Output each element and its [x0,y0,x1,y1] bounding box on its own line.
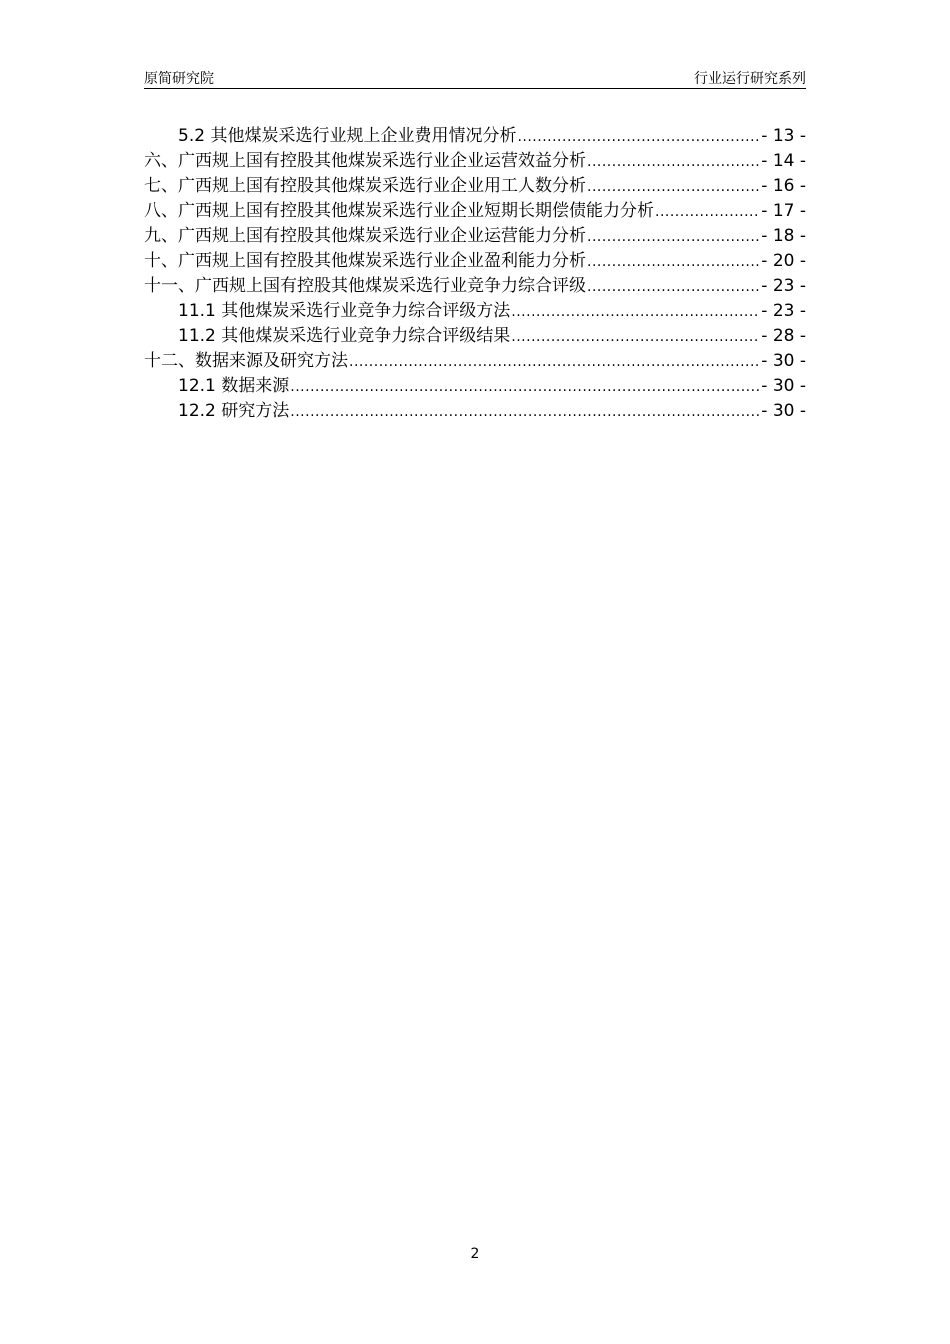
toc-leader-dots [511,300,760,325]
toc-entry-page: - 17 - [761,201,806,221]
toc-leader-dots [511,325,760,350]
toc-leader-dots [587,150,760,175]
toc-entry-page: - 16 - [761,176,806,196]
header-series-name: 行业运行研究系列 [694,71,806,87]
toc-leader-dots [290,375,760,400]
toc-entry-title: 十一、广西规上国有控股其他煤炭采选行业竞争力综合评级 [144,276,586,296]
toc-entry-page: - 30 - [761,376,806,396]
toc-entry-page: - 28 - [761,326,806,346]
toc-leader-dots [587,250,760,275]
header-org-name: 原简研究院 [144,71,214,87]
toc-entry-page: - 20 - [761,251,806,271]
toc-entry[interactable] [144,224,806,249]
toc-entry[interactable] [144,174,806,199]
toc-entry[interactable] [144,149,806,174]
toc-entry-page: - 30 - [761,401,806,421]
toc-entry-title: 5.2 其他煤炭采选行业规上企业费用情况分析 [178,126,517,146]
page-header [144,66,806,89]
toc-entry[interactable] [144,349,806,374]
toc-entry-page: - 13 - [761,126,806,146]
toc-entry[interactable] [144,199,806,224]
toc-entry-title: 11.1 其他煤炭采选行业竞争力综合评级方法 [178,301,511,321]
toc-entry[interactable] [144,249,806,274]
toc-entry-page: - 14 - [761,151,806,171]
toc-entry-title: 十二、数据来源及研究方法 [144,351,348,371]
toc-entry-title: 12.2 研究方法 [178,401,290,421]
toc-entry-title: 九、广西规上国有控股其他煤炭采选行业企业运营能力分析 [144,226,586,246]
toc-entry-page: - 18 - [761,226,806,246]
toc-leader-dots [517,125,760,150]
toc-entry-title: 六、广西规上国有控股其他煤炭采选行业企业运营效益分析 [144,151,586,171]
toc-entry[interactable] [144,399,806,424]
toc-entry-page: - 30 - [761,351,806,371]
toc-entry[interactable] [144,374,806,399]
table-of-contents [144,124,806,424]
toc-leader-dots [655,200,760,225]
toc-leader-dots [587,275,760,300]
toc-leader-dots [587,175,760,200]
toc-entry[interactable] [144,299,806,324]
toc-entry-title: 11.2 其他煤炭采选行业竞争力综合评级结果 [178,326,511,346]
toc-entry[interactable] [144,124,806,149]
toc-entry[interactable] [144,324,806,349]
toc-entry-title: 十、广西规上国有控股其他煤炭采选行业企业盈利能力分析 [144,251,586,271]
toc-entry[interactable] [144,274,806,299]
toc-entry-title: 七、广西规上国有控股其他煤炭采选行业企业用工人数分析 [144,176,586,196]
toc-entry-title: 12.1 数据来源 [178,376,290,396]
toc-entry-title: 八、广西规上国有控股其他煤炭采选行业企业短期长期偿债能力分析 [144,201,654,221]
toc-leader-dots [349,350,760,375]
page-number: 2 [470,1246,480,1262]
toc-leader-dots [290,400,760,425]
toc-entry-page: - 23 - [761,301,806,321]
toc-entry-page: - 23 - [761,276,806,296]
toc-leader-dots [587,225,760,250]
